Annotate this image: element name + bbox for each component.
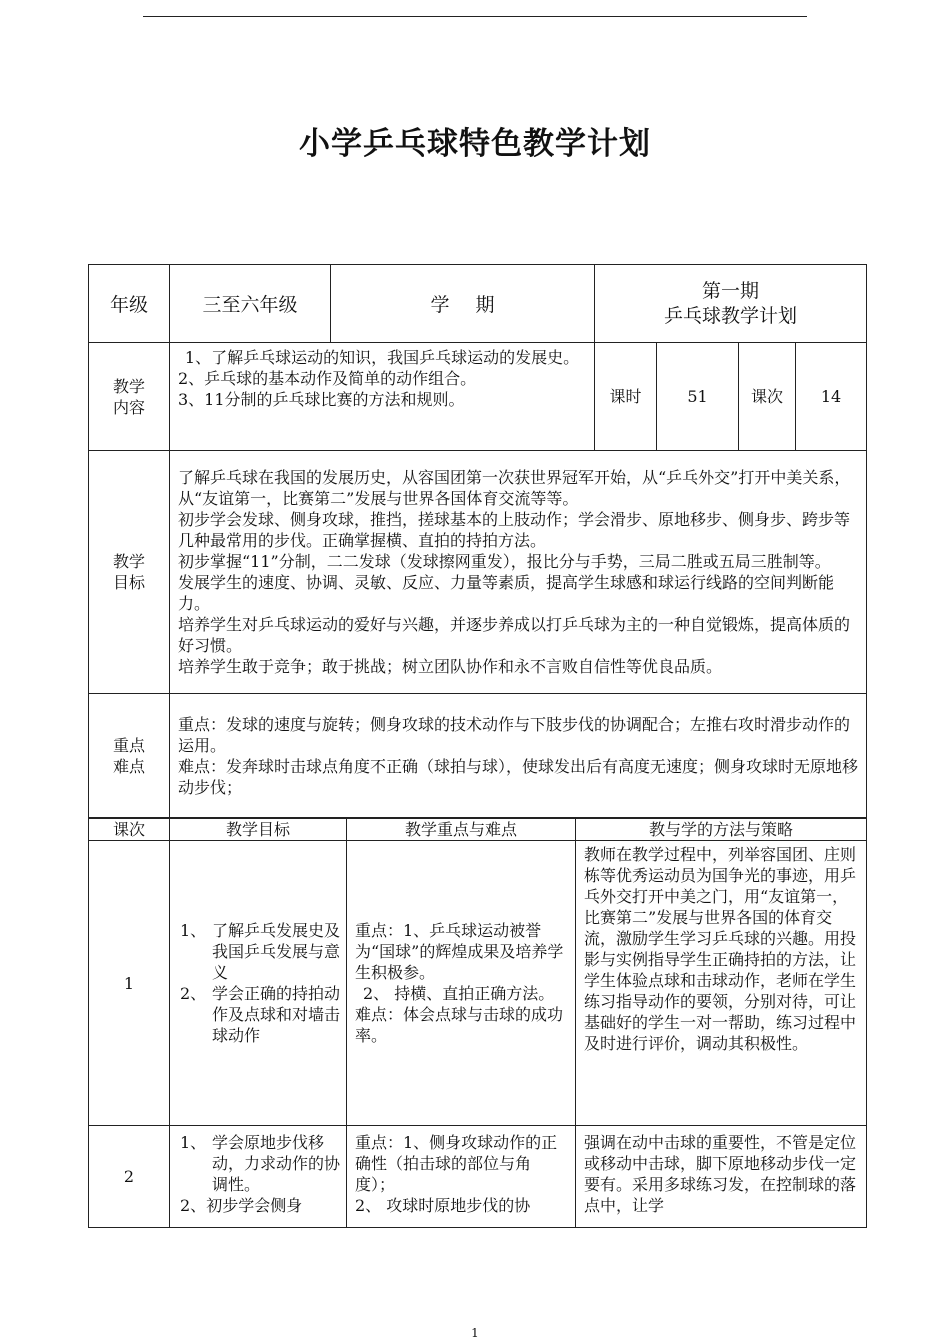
table-row — [89, 1126, 867, 1228]
lesson-number: 1 — [89, 841, 170, 1126]
content-items — [170, 343, 595, 451]
keypoints-label: 重点难点 — [89, 694, 170, 818]
term-value-line1: 第一期 — [702, 279, 760, 302]
term-label: 学 期 — [331, 265, 595, 343]
hours-value: 51 — [657, 343, 739, 451]
lesson-methods: 教师在教学过程中，列举容国团、庄则栋等优秀运动员为国争光的事迹，用乒乓外交打开中美之门，用“友谊第一，比赛第二”发展与世界各国的体育交流，激励学生学习乒乓球的兴趣。用投影与实例指导学生正确持拍的方法，让学生体验点球和击球动作，老师在学生练习指导动作的要领，分别对待，可让基础好的学生一对一帮助，练习过程中及时进行评价，调动其积极性。 — [576, 841, 867, 1126]
goal-paragraph: 发展学生的速度、协调、灵敏、反应、力量等素质，提高学生球感和球运行线路的空间判断能力。 — [178, 573, 835, 613]
lessons-value: 14 — [796, 343, 867, 451]
keypoint-paragraph: 难点：发奔球时击球点角度不正确（球拍与球），使球发出后有高度无速度；侧身攻球时无原地移动步伐； — [178, 756, 859, 797]
goals-text — [170, 451, 867, 694]
grade-value: 三至六年级 — [170, 265, 331, 343]
list-item: 2、 学会正确的持拍动作及点球和对墙击球动作 — [180, 984, 341, 1045]
header-rule — [143, 16, 807, 17]
header-methods: 教与学的方法与策略 — [576, 819, 867, 841]
list-item: 1、 学会原地步伐移动，力求动作的协调性。 — [180, 1133, 341, 1194]
goal-paragraph: 初步掌握“11”分制，二二发球（发球擦网重发），报比分与手势，三局二胜或五局三胜制等。 — [178, 552, 831, 571]
content-item-2: 2、乒乓球的基本动作及简单的动作组合。 — [178, 369, 477, 388]
plan-info-table — [88, 264, 867, 818]
lesson-number: 2 — [89, 1126, 170, 1228]
goals-label: 教学目标 — [89, 451, 170, 694]
list-item: 2、 初步学会侧身 — [180, 1196, 303, 1215]
page-number: 1 — [471, 1326, 479, 1340]
list-item: 1、 了解乒乓发展史及我国乒乓发展与意义 — [180, 921, 341, 982]
goal-paragraph: 培养学生对乒乓球运动的爱好与兴趣，并逐步养成以打乒乓球为主的一种自觉锻炼，提高体质的好习惯。 — [178, 615, 851, 655]
table-row — [89, 841, 867, 1126]
goal-paragraph: 初步学会发球、侧身攻球，推挡，搓球基本的上肢动作；学会滑步、原地移步、侧身步、跨步等几种最常用的步伐。正确掌握横、直拍的持拍方法。 — [178, 510, 851, 550]
lesson-goals — [170, 1126, 347, 1228]
lessons-label: 课次 — [739, 343, 796, 451]
lesson-plan-table — [88, 818, 867, 1228]
term-value-line2: 乒乓球教学计划 — [664, 304, 798, 327]
lesson-keypoints: 重点：1、乒乓球运动被誉为“国球”的辉煌成果及培养学生积极参。 2、 持横、直拍正确方法。 难点：体会点球与击球的成功率。 — [347, 841, 576, 1126]
lesson-methods: 强调在动中击球的重要性，不管是定位或移动中击球，脚下原地移动步伐一定要有。采用多球练习发，在控制球的落点中，让学 — [576, 1126, 867, 1228]
content-item-3: 3、11分制的乒乓球比赛的方法和规则。 — [178, 390, 465, 409]
goal-paragraph: 了解乒乓球在我国的发展历史，从容国团第一次获世界冠军开始，从“乒乓外交”打开中美关系，从“友谊第一，比赛第二”发展与世界各国体育交流等等。 — [178, 468, 851, 508]
goal-paragraph: 培养学生敢于竞争；敢于挑战；树立团队协作和永不言败自信性等优良品质。 — [178, 657, 723, 676]
content-item-1: 1、了解乒乓球运动的知识，我国乒乓球运动的发展史。 — [184, 348, 580, 367]
lesson-goals — [170, 841, 347, 1126]
term-value — [595, 265, 867, 343]
header-lesson-no: 课次 — [89, 819, 170, 841]
hours-label: 课时 — [595, 343, 657, 451]
grade-label: 年级 — [89, 265, 170, 343]
content-label: 教学内容 — [89, 343, 170, 451]
lesson-keypoints: 重点：1、侧身攻球动作的正确性（拍击球的部位与角度）； 2、 攻球时原地步伐的协 — [347, 1126, 576, 1228]
header-goals: 教学目标 — [170, 819, 347, 841]
keypoints-text — [170, 694, 867, 818]
document-title: 小学乒乓球特色教学计划 — [299, 126, 651, 162]
keypoint-paragraph: 重点：发球的速度与旋转；侧身攻球的技术动作与下肢步伐的协调配合；左推右攻时滑步动作的运用。 — [178, 714, 851, 755]
header-keypoints: 教学重点与难点 — [347, 819, 576, 841]
